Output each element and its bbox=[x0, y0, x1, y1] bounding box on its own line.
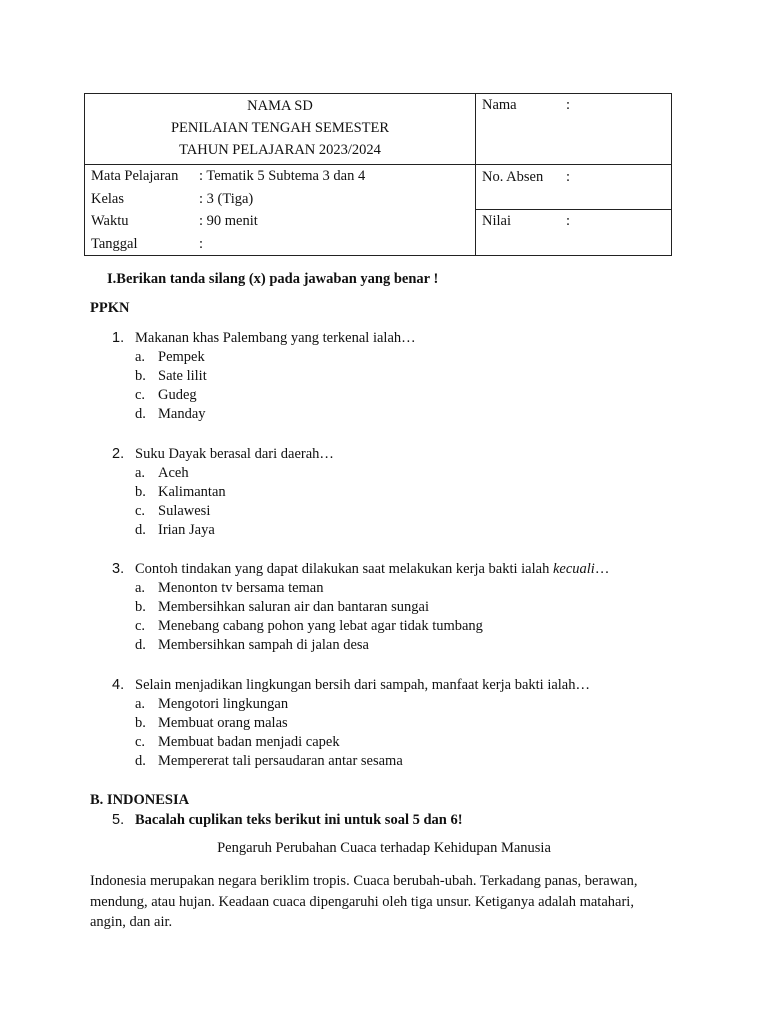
question-text: Bacalah cuplikan teks berikut ini untuk soal 5 dan 6! bbox=[135, 812, 463, 828]
school-name: NAMA SD bbox=[247, 98, 313, 114]
option-4c: c. Membuat badan menjadi capek bbox=[135, 734, 340, 750]
subject-label: Mata Pelajaran bbox=[91, 168, 179, 184]
nama-label: Nama bbox=[482, 97, 517, 113]
question-emphasis: kecuali bbox=[552, 561, 595, 577]
absen-cell bbox=[476, 165, 672, 210]
option-3d: d. Membersihkan sampah di jalan desa bbox=[135, 637, 369, 653]
nilai-colon: : bbox=[566, 213, 571, 229]
time-label: Waktu bbox=[91, 213, 129, 229]
section-heading-indonesia: B. INDONESIA bbox=[90, 792, 190, 808]
option-2b: b. Kalimantan bbox=[135, 484, 226, 500]
question-2 bbox=[112, 446, 334, 463]
info-row-date bbox=[91, 233, 475, 256]
question-number: 2. bbox=[112, 446, 125, 462]
date-label: Tanggal bbox=[91, 235, 138, 252]
instruction-text: I.Berikan tanda silang (x) pada jawaban yang benar ! bbox=[107, 271, 439, 287]
absen-colon: : bbox=[566, 169, 571, 185]
question-number: 3. bbox=[112, 561, 125, 577]
info-row-class bbox=[91, 188, 475, 211]
section-heading-ppkn: PPKN bbox=[90, 300, 130, 316]
option-3a: a. Menonton tv bersama teman bbox=[135, 580, 324, 596]
option-4d: d. Mempererat tali persaudaran antar sesama bbox=[135, 753, 403, 769]
option-1b: b. Sate lilit bbox=[135, 368, 207, 384]
exam-header-table bbox=[84, 93, 672, 256]
question-4 bbox=[112, 677, 590, 694]
passage-paragraph: Indonesia merupakan negara beriklim tropis. Cuaca berubah-ubah. Terkadang panas, berawan, mendung, atau hujan. Keadaan cuaca dipengaruhi oleh tiga unsur. Ketiganya adalah matahari, angin, dan air. bbox=[90, 873, 638, 930]
option-1c: c. Gudeg bbox=[135, 387, 197, 403]
academic-year: TAHUN PELAJARAN 2023/2024 bbox=[179, 142, 381, 158]
question-text: Suku Dayak berasal dari daerah… bbox=[135, 446, 334, 462]
time-value: : 90 menit bbox=[199, 213, 258, 229]
question-text: Makanan khas Palembang yang terkenal ialah… bbox=[135, 330, 416, 346]
class-label: Kelas bbox=[91, 190, 125, 207]
question-text: Contoh tindakan yang dapat dilakukan saat melakukan kerja bakti ialah bbox=[135, 561, 553, 577]
passage-title: Pengaruh Perubahan Cuaca terhadap Kehidupan Manusia bbox=[217, 840, 551, 856]
question-number: 4. bbox=[112, 677, 125, 693]
option-3c: c. Menebang cabang pohon yang lebat agar tidak tumbang bbox=[135, 618, 483, 634]
nama-colon: : bbox=[566, 97, 571, 113]
absen-label: No. Absen bbox=[482, 169, 544, 185]
subject-info-cell bbox=[85, 165, 476, 256]
date-value: : bbox=[199, 235, 204, 252]
option-2d: d. Irian Jaya bbox=[135, 522, 215, 538]
subject-value: : Tematik 5 Subtema 3 dan 4 bbox=[199, 168, 366, 184]
question-number: 5. bbox=[112, 812, 125, 828]
option-2a: a. Aceh bbox=[135, 465, 189, 481]
question-5 bbox=[112, 812, 463, 829]
option-4a: a. Mengotori lingkungan bbox=[135, 696, 289, 712]
question-suffix: … bbox=[594, 561, 610, 577]
option-4b: b. Membuat orang malas bbox=[135, 715, 288, 731]
info-row-time bbox=[91, 210, 475, 233]
question-1 bbox=[112, 330, 416, 347]
info-row-subject bbox=[91, 165, 475, 188]
option-3b: b. Membersihkan saluran air dan bantaran sungai bbox=[135, 599, 429, 615]
question-number: 1. bbox=[112, 330, 125, 346]
nama-cell bbox=[476, 94, 672, 165]
nilai-cell bbox=[476, 210, 672, 256]
option-1d: d. Manday bbox=[135, 406, 206, 422]
question-text: Selain menjadikan lingkungan bersih dari sampah, manfaat kerja bakti ialah… bbox=[135, 677, 590, 693]
question-3 bbox=[112, 561, 609, 578]
option-1a: a. Pempek bbox=[135, 349, 205, 365]
class-value: : 3 (Tiga) bbox=[199, 190, 254, 207]
option-2c: c. Sulawesi bbox=[135, 503, 211, 519]
nilai-label: Nilai bbox=[482, 213, 511, 229]
exam-title: PENILAIAN TENGAH SEMESTER bbox=[170, 120, 390, 136]
school-info-cell bbox=[85, 94, 476, 165]
